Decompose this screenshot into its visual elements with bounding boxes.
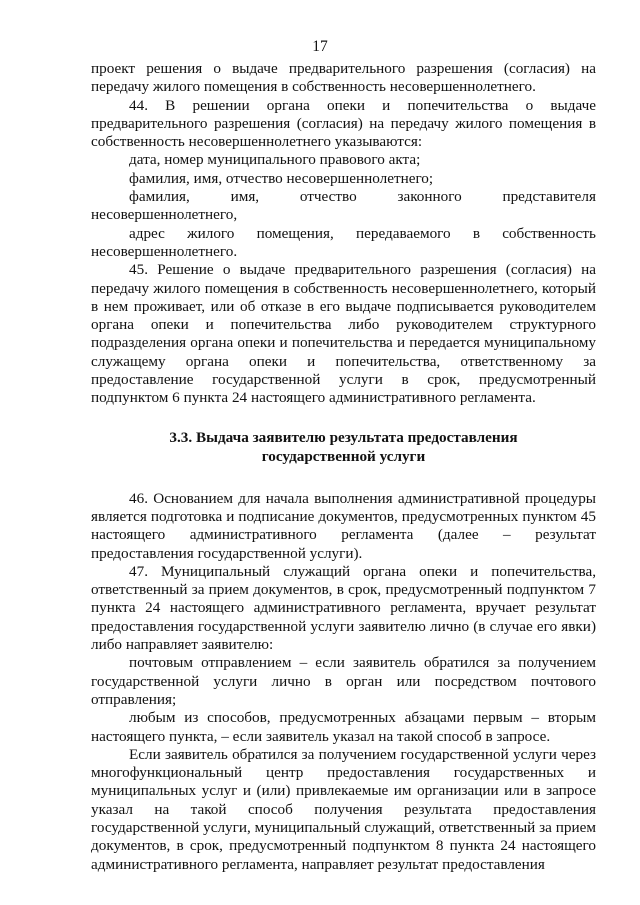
paragraph-item-45: 45. Решение о выдаче предварительного разрешения (согласия) на передачу жилого помещения в собственность несовершеннолетнего, который в нем проживает, или об отказе в его выдаче подписывается руководителем органа опеки и попечительства либо руководителем структурного подразделения органа опеки и попечительства и передается муниципальному служащему органа опеки и попечительства, ответственному за предоставление государственной услуги в срок, предусмотренный подпунктом 6 пункта 24 настоящего административного регламента.: [91, 261, 596, 407]
paragraph: Если заявитель обратился за получением государственной услуги через многофункциональный центр предоставления государственных и муниципальных услуг и (или) привлекаемые им организации или в запросе указал на такой способ получения результата предоставления государственной услуги, муниципальный служащий, ответственный за прием документов, в срок, предусмотренный подпунктом 8 пункта 24 настоящего административного регламента, направляет результат предоставления: [91, 745, 596, 873]
list-item: любым из способов, предусмотренных абзацами первым – вторым настоящего пункта, – если заявитель указал на такой способ в запросе.: [91, 709, 596, 745]
list-item: фамилия, имя, отчество несовершеннолетнего;: [129, 169, 434, 187]
page-number: 17: [312, 38, 328, 55]
paragraph-item-44: 44. В решении органа опеки и попечительства о выдаче предварительного разрешения (согласия) на передачу жилого помещения в собственность несовершеннолетнего указываются:: [91, 96, 596, 151]
document-body: [91, 60, 596, 874]
paragraph-item-46: 46. Основанием для начала выполнения административной процедуры является подготовка и подписание документов, предусмотренных пунктом 45 настоящего административного регламента (далее – результат предоставления государственной услуги).: [91, 489, 596, 562]
list-item: фамилия, имя, отчество законного представителя несовершеннолетнего,: [91, 188, 596, 224]
list-item: адрес жилого помещения, передаваемого в собственность несовершеннолетнего.: [91, 224, 596, 260]
paragraph: проект решения о выдаче предварительного разрешения (согласия) на передачу жилого помещения в собственность несовершеннолетнего.: [91, 60, 596, 96]
section-title: 3.3. Выдача заявителю результата предоставления государственной услуги: [169, 428, 518, 465]
list-item: дата, номер муниципального правового акта;: [129, 151, 421, 169]
paragraph-item-47: 47. Муниципальный служащий органа опеки и попечительства, ответственный за прием документов, в срок, предусмотренный подпунктом 7 пункта 24 настоящего административного регламента, вручает результат предоставления государственной услуги заявителю лично (в случае его явки) либо направляет заявителю:: [91, 562, 596, 654]
list-item: почтовым отправлением – если заявитель обратился за получением государственной услуги лично в орган или посредством почтового отправления;: [91, 654, 596, 708]
